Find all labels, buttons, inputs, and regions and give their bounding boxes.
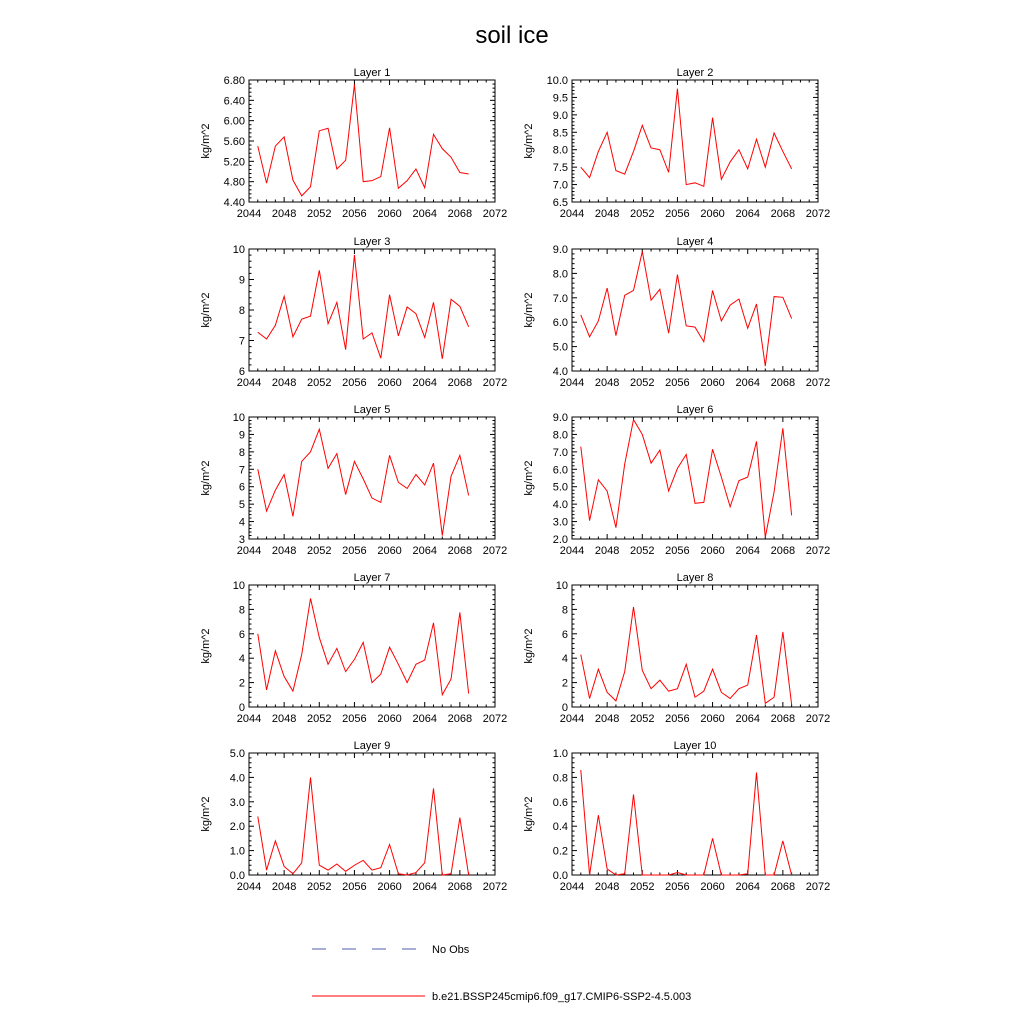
y-tick-label: 10 [232, 412, 245, 424]
y-tick-label: 4 [238, 653, 245, 666]
panel-title: Layer 5 [353, 404, 391, 416]
series-line [581, 89, 792, 187]
y-tick-label: 6.0 [552, 464, 568, 477]
series-line [581, 770, 792, 875]
y-axis-label: kg/m^2 [523, 628, 535, 664]
x-tick-label: 2060 [377, 713, 402, 725]
y-tick-label: 2.0 [552, 534, 568, 546]
y-tick-label: 10 [555, 580, 568, 592]
y-tick-label: 6.5 [552, 197, 568, 209]
x-tick-label: 2056 [342, 713, 367, 725]
x-tick-label: 2048 [271, 881, 297, 893]
x-tick-label: 2064 [735, 881, 760, 893]
x-tick-label: 2052 [630, 545, 655, 557]
x-tick-label: 2044 [236, 377, 262, 389]
x-tick-label: 2068 [770, 545, 796, 557]
panel-9 [200, 740, 507, 893]
x-tick-label: 2056 [665, 713, 690, 725]
y-tick-label: 2.0 [229, 821, 245, 834]
x-tick-label: 2044 [236, 208, 262, 220]
y-tick-label: 5.20 [223, 156, 245, 169]
panel-10 [523, 740, 830, 893]
y-tick-label: 0.0 [552, 870, 568, 882]
y-tick-label: 4 [561, 653, 568, 666]
y-tick-label: 0.6 [552, 796, 568, 809]
plot-frame [572, 417, 818, 539]
panel-title: Layer 6 [676, 404, 714, 416]
panel-3 [200, 236, 507, 389]
y-tick-label: 8.0 [552, 268, 568, 281]
y-tick-label: 0 [561, 702, 568, 714]
x-tick-label: 2072 [482, 713, 508, 725]
panel-5 [200, 404, 507, 557]
panel-title: Layer 7 [353, 572, 391, 584]
y-tick-label: 0.2 [552, 845, 568, 858]
y-tick-label: 0.4 [552, 821, 568, 834]
x-tick-label: 2052 [307, 545, 332, 557]
y-tick-label: 8 [238, 604, 245, 617]
panel-2 [523, 67, 830, 220]
series-line [258, 255, 469, 359]
x-tick-label: 2048 [594, 545, 620, 557]
x-tick-label: 2048 [594, 377, 620, 389]
y-tick-label: 9 [238, 429, 245, 442]
y-tick-label: 2 [238, 677, 245, 690]
y-tick-label: 6 [561, 628, 568, 641]
panel-8 [523, 572, 830, 725]
y-tick-label: 8 [561, 604, 568, 617]
x-tick-label: 2072 [482, 377, 508, 389]
x-tick-label: 2072 [805, 545, 831, 557]
y-tick-label: 7 [238, 464, 245, 477]
y-tick-label: 0 [238, 702, 245, 714]
plot-frame [249, 80, 495, 202]
x-tick-label: 2068 [447, 377, 473, 389]
y-axis-label: kg/m^2 [200, 796, 212, 832]
x-tick-label: 2060 [700, 713, 725, 725]
y-tick-label: 9 [238, 274, 245, 287]
x-tick-label: 2044 [559, 713, 585, 725]
y-tick-label: 3 [238, 534, 245, 546]
y-tick-label: 8 [238, 305, 245, 317]
y-tick-label: 8.0 [552, 144, 568, 157]
x-tick-label: 2044 [236, 545, 262, 557]
y-tick-label: 4 [238, 516, 245, 529]
x-tick-label: 2048 [594, 713, 620, 725]
x-tick-label: 2060 [700, 377, 725, 389]
x-tick-label: 2048 [271, 713, 297, 725]
x-tick-label: 2068 [447, 881, 473, 893]
x-tick-label: 2068 [770, 377, 796, 389]
panel-title: Layer 9 [353, 740, 391, 752]
y-tick-label: 2 [561, 677, 568, 690]
panel-title: Layer 10 [673, 740, 717, 752]
x-tick-label: 2048 [594, 208, 620, 220]
y-tick-label: 7.0 [552, 292, 568, 305]
panel-title: Layer 1 [353, 67, 391, 79]
x-tick-label: 2060 [700, 208, 725, 220]
y-tick-label: 5.60 [223, 136, 245, 148]
y-axis-label: kg/m^2 [200, 460, 212, 496]
y-axis-label: kg/m^2 [200, 292, 212, 328]
y-tick-label: 6 [238, 481, 245, 494]
y-tick-label: 8.5 [552, 127, 568, 140]
y-axis-label: kg/m^2 [200, 628, 212, 664]
y-tick-label: 6 [238, 366, 245, 378]
y-tick-label: 1.0 [229, 845, 245, 858]
panel-title: Layer 4 [676, 236, 714, 248]
legend [312, 944, 691, 1003]
x-tick-label: 2056 [342, 545, 367, 557]
figure-title: soil ice [475, 22, 549, 49]
x-tick-label: 2052 [307, 713, 332, 725]
x-tick-label: 2068 [770, 713, 796, 725]
x-tick-label: 2060 [377, 881, 402, 893]
y-axis-label: kg/m^2 [523, 796, 535, 832]
plot-frame [249, 417, 495, 539]
x-tick-label: 2064 [735, 713, 760, 725]
x-tick-label: 2064 [412, 208, 437, 220]
y-tick-label: 4.0 [552, 499, 568, 512]
x-tick-label: 2052 [630, 881, 655, 893]
x-tick-label: 2064 [735, 208, 760, 220]
panel-6 [523, 404, 830, 557]
x-tick-label: 2072 [482, 208, 508, 220]
y-axis-label: kg/m^2 [523, 123, 535, 159]
x-tick-label: 2056 [342, 377, 367, 389]
y-tick-label: 7.5 [552, 162, 568, 175]
y-axis-label: kg/m^2 [200, 123, 212, 159]
x-tick-label: 2056 [342, 881, 367, 893]
series-line [581, 607, 792, 705]
y-tick-label: 4.0 [229, 772, 245, 785]
x-tick-label: 2068 [447, 545, 473, 557]
x-tick-label: 2064 [412, 713, 437, 725]
y-axis-label: kg/m^2 [523, 292, 535, 328]
y-tick-label: 6.80 [223, 75, 245, 87]
y-tick-label: 9.0 [552, 412, 568, 424]
x-tick-label: 2052 [630, 713, 655, 725]
x-tick-label: 2064 [412, 881, 437, 893]
x-tick-label: 2072 [482, 545, 508, 557]
x-tick-label: 2064 [412, 377, 437, 389]
x-tick-label: 2044 [559, 377, 585, 389]
x-tick-label: 2064 [735, 545, 760, 557]
y-tick-label: 7.0 [552, 446, 568, 459]
plot-frame [572, 249, 818, 371]
panel-7 [200, 572, 507, 725]
x-tick-label: 2044 [236, 881, 262, 893]
plot-frame [572, 753, 818, 875]
x-tick-label: 2072 [482, 881, 508, 893]
series-line [258, 598, 469, 694]
y-tick-label: 3.0 [229, 796, 245, 809]
x-tick-label: 2052 [307, 208, 332, 220]
y-tick-label: 3.0 [552, 516, 568, 529]
x-tick-label: 2048 [271, 377, 297, 389]
x-tick-label: 2052 [307, 377, 332, 389]
x-tick-label: 2056 [665, 377, 690, 389]
x-tick-label: 2052 [307, 881, 332, 893]
legend-model-label: b.e21.BSSP245cmip6.f09_g17.CMIP6-SSP2-4.5.003 [432, 991, 692, 1003]
y-tick-label: 4.0 [552, 366, 568, 378]
y-tick-label: 4.40 [223, 197, 245, 209]
x-tick-label: 2064 [735, 377, 760, 389]
panel-title: Layer 3 [353, 236, 391, 248]
y-tick-label: 1.0 [552, 748, 568, 760]
panel-1 [200, 67, 507, 220]
x-tick-label: 2060 [377, 208, 402, 220]
y-tick-label: 9.5 [552, 92, 568, 105]
y-axis-label: kg/m^2 [523, 460, 535, 496]
y-tick-label: 9.0 [552, 244, 568, 256]
x-tick-label: 2056 [665, 881, 690, 893]
y-tick-label: 8.0 [552, 429, 568, 442]
x-tick-label: 2060 [700, 881, 725, 893]
panel-4 [523, 236, 830, 389]
x-tick-label: 2072 [805, 713, 831, 725]
x-tick-label: 2060 [700, 545, 725, 557]
x-tick-label: 2044 [236, 713, 262, 725]
plot-frame [249, 249, 495, 371]
y-tick-label: 6.0 [552, 317, 568, 330]
y-tick-label: 5 [238, 499, 245, 512]
x-tick-label: 2072 [805, 208, 831, 220]
x-tick-label: 2044 [559, 208, 585, 220]
x-tick-label: 2068 [447, 713, 473, 725]
y-tick-label: 5.0 [552, 481, 568, 494]
y-tick-label: 8 [238, 446, 245, 459]
y-tick-label: 10 [232, 244, 245, 256]
series-line [258, 429, 469, 535]
y-tick-label: 6 [238, 628, 245, 641]
x-tick-label: 2064 [412, 545, 437, 557]
x-tick-label: 2068 [770, 208, 796, 220]
x-tick-label: 2068 [447, 208, 473, 220]
y-tick-label: 9.0 [552, 109, 568, 122]
panel-title: Layer 2 [676, 67, 714, 79]
x-tick-label: 2048 [594, 881, 620, 893]
y-tick-label: 6.40 [223, 95, 245, 108]
x-tick-label: 2072 [805, 377, 831, 389]
x-tick-label: 2052 [630, 208, 655, 220]
series-line [581, 251, 792, 366]
y-tick-label: 0.0 [229, 870, 245, 882]
y-tick-label: 0.8 [552, 772, 568, 785]
x-tick-label: 2052 [630, 377, 655, 389]
x-tick-label: 2060 [377, 377, 402, 389]
x-tick-label: 2056 [342, 208, 367, 220]
plot-frame [249, 585, 495, 707]
series-line [581, 420, 792, 538]
y-tick-label: 7 [238, 335, 245, 348]
x-tick-label: 2048 [271, 208, 297, 220]
series-line [258, 85, 469, 196]
plot-frame [249, 753, 495, 875]
x-tick-label: 2044 [559, 545, 585, 557]
y-tick-label: 10 [232, 580, 245, 592]
y-tick-label: 5.0 [552, 341, 568, 354]
y-tick-label: 10.0 [546, 75, 568, 87]
x-tick-label: 2056 [665, 545, 690, 557]
series-line [258, 777, 469, 875]
y-tick-label: 6.00 [223, 115, 245, 128]
x-tick-label: 2060 [377, 545, 402, 557]
panel-title: Layer 8 [676, 572, 714, 584]
x-tick-label: 2056 [665, 208, 690, 220]
x-tick-label: 2072 [805, 881, 831, 893]
panels-grid [200, 67, 830, 893]
y-tick-label: 5.0 [229, 748, 245, 760]
x-tick-label: 2044 [559, 881, 585, 893]
legend-obs-label: No Obs [432, 944, 470, 956]
y-tick-label: 7.0 [552, 179, 568, 192]
x-tick-label: 2048 [271, 545, 297, 557]
y-tick-label: 4.80 [223, 176, 245, 189]
x-tick-label: 2068 [770, 881, 796, 893]
